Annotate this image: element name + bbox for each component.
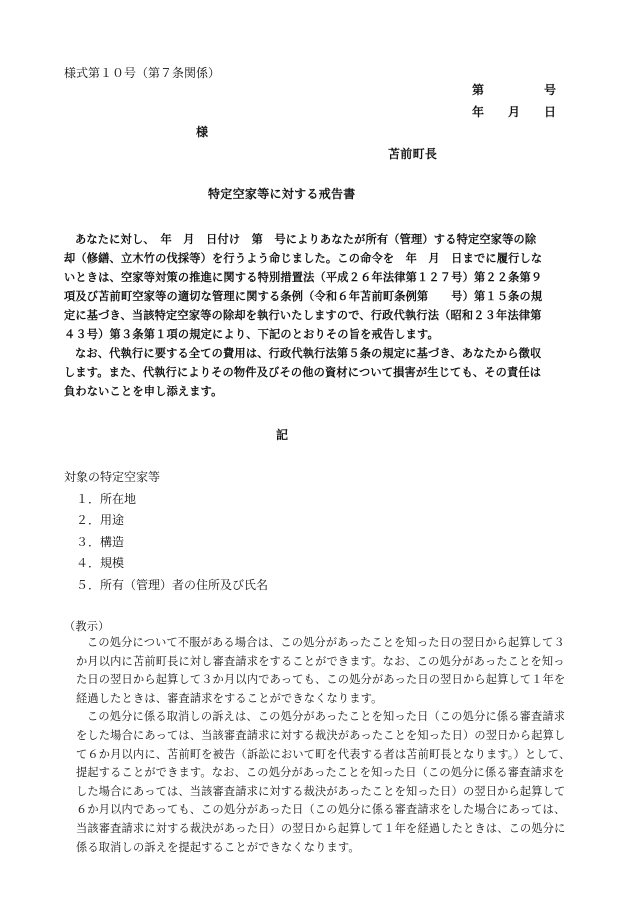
notice-p2-line-6: ６か月以内であっても、この処分があった日（この処分に係る審査請求をした場合にあっては、: [76, 803, 566, 817]
notice-p1-line-2: か月以内に苫前町長に対し審査請求をすることができます。なお、この処分があったことを知っ: [76, 654, 565, 668]
body-p2-line-2: します。また、代執行によりその物件及びその他の資材について損害が生じても、その責任は: [64, 366, 542, 379]
date-year-label: 年: [472, 105, 485, 119]
notice-p2-line-1: この処分に係る取消しの訴えは、この処分があったことを知った日（この処分に係る審査請求: [87, 710, 566, 724]
notice-p2-line-8: 係る取消しの訴えを提起することができなくなります。: [76, 840, 360, 854]
date-day-label: 日: [544, 105, 557, 119]
date-month-label: 月: [508, 105, 521, 119]
body-p1-line-5: 定に基づき、当該特定空家等の除却を執行いたしますので、行政代執行法（昭和２３年法律第: [64, 309, 542, 322]
document-number-suffix: 号: [544, 83, 557, 97]
target-item-structure: ３．構造: [76, 534, 125, 549]
notice-p2-line-3: て６か月以内に、苫前町を被告（訴訟において町を代表する者は苫前町長となります。）として、: [76, 747, 571, 761]
document-title: 特定空家等に対する戒告書: [208, 187, 356, 201]
notice-p1-line-1: この処分について不服がある場合は、この処分があったことを知った日の翌日から起算して３: [87, 636, 565, 649]
issuer-name: 苫前町長: [388, 147, 438, 161]
body-p1-line-1: あなたに対し、 年 月 日付け 第 号によりあなたが所有（管理）する特定空家等の除: [75, 233, 537, 246]
notice-p2-line-2: をした場合にあっては、当該審査請求に対する裁決があったことを知った日）の翌日から起算し: [76, 728, 566, 742]
body-p2-line-3: 負わないことを申し添えます。: [64, 385, 223, 398]
form-label: 様式第１０号（第７条関係）: [64, 66, 221, 80]
target-item-list: [76, 489, 268, 596]
target-item-location: １．所在地: [76, 492, 137, 506]
addressee-suffix: 様: [196, 125, 209, 139]
notice-text: [76, 634, 570, 857]
target-heading: 対象の特定空家等: [64, 470, 161, 484]
body-p1-line-6: ４３号）第３条第１項の規定により、下記のとおりその旨を戒告します。: [64, 328, 439, 341]
notice-heading: （教示）: [64, 620, 110, 633]
ki-label: 記: [276, 428, 289, 442]
body-p1-line-4: 項及び苫前町空家等の適切な管理に関する条例（令和６年苫前町条例第 号）第１５条の規: [64, 290, 543, 303]
notice-p2-line-7: 当該審査請求に対する裁決があった日）の翌日から起算して１年を経過したときは、この処分に: [76, 821, 566, 835]
body-paragraph-1: [64, 230, 542, 401]
notice-p2-line-4: 提起することができます。なお、この処分があったことを知った日（この処分に係る審査請求を: [76, 766, 565, 780]
target-item-scale: ４．規模: [76, 556, 125, 571]
body-p1-line-2: 却（修繕、立木竹の伐採等）を行うよう命じました。この命令を 年 月 日までに履行しな: [64, 252, 543, 265]
notice-p1-line-4: 経過したときは、審査請求をすることができなくなります。: [76, 691, 383, 705]
notice-p2-line-5: した場合にあっては、当該審査請求に対する裁決があったことを知った日）の翌日から起算して: [76, 784, 566, 798]
target-item-use: ２．用途: [76, 513, 125, 528]
target-item-owner: ５．所有（管理）者の住所及び氏名: [76, 577, 269, 592]
body-p2-line-1: なお、代執行に要する全ての費用は、行政代執行法第５条の規定に基づき、あなたから徴収: [75, 347, 542, 360]
notice-p1-line-3: た日の翌日から起算して３か月以内であっても、この処分があった日の翌日から起算して１年を: [76, 673, 566, 687]
body-p1-line-3: いときは、空家等対策の推進に関する特別措置法（平成２６年法律第１２７号）第２２条第９: [64, 271, 543, 284]
document-number-prefix: 第: [472, 83, 485, 97]
